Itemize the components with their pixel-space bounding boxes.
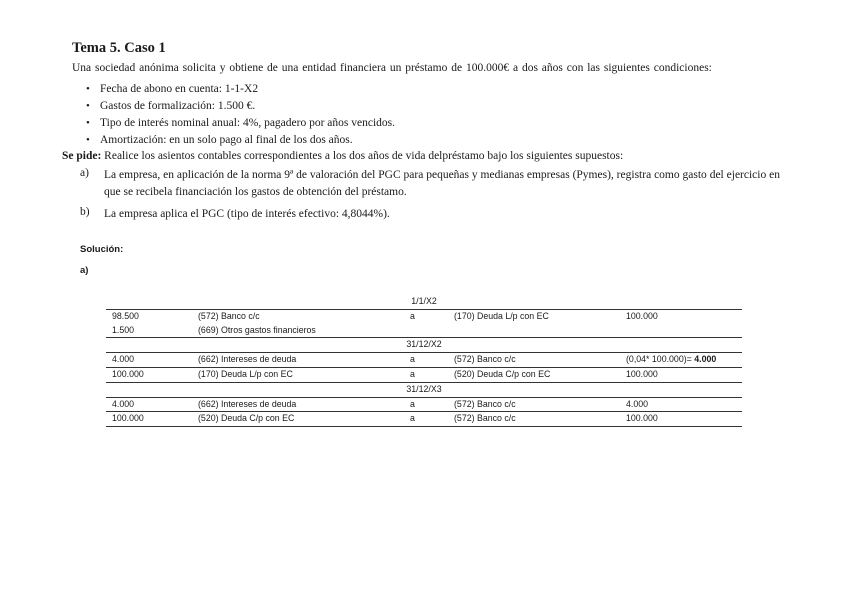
debit-account: (669) Otros gastos financieros [198,324,316,335]
separator-a: a [410,413,415,424]
journal-date-row [106,383,742,398]
separator-a: a [410,310,415,321]
condition-item: • Amortización: en un solo pago al final de los dos años. [86,132,395,149]
debit-account: (662) Intereses de deuda [198,398,297,409]
debit-account: (662) Intereses de deuda [198,354,297,365]
condition-item: • Tipo de interés nominal anual: 4%, pagadero por años vencidos. [86,115,395,132]
debit-amount: 100.000 [112,413,144,424]
journal-row [106,398,742,413]
case-b [80,206,780,223]
case-a-label: a) [80,167,89,179]
separator-a: a [410,368,415,379]
case-b-text: La empresa aplica el PGC (tipo de interés efectivo: 4,8044%). [104,208,390,220]
journal-row [106,353,742,368]
journal-date: 1/1/X2 [411,296,437,306]
credit-account: (572) Banco c/c [454,413,516,424]
debit-amount: 4.000 [112,354,135,365]
credit-account: (170) Deuda L/p con EC [454,310,549,321]
debit-amount: 98.500 [112,310,139,321]
credit-amount: 100.000 [626,310,658,321]
task-statement [62,150,782,162]
case-a-text: La empresa, en aplicación de la norma 9ª de valoración del PGC para pequeñas y medianas empresas (Pymes), registra como gasto del ejercicio en que se recibela financiación los gastos de obtención del préstamo. [104,169,780,198]
journal-date: 31/12/X3 [406,383,442,394]
condition-item: • Gastos de formalización: 1.500 €. [86,98,395,115]
debit-amount: 4.000 [112,398,135,409]
journal-row [106,368,742,383]
journal-date-row [106,295,742,310]
case-b-label: b) [80,206,90,218]
debit-amount: 100.000 [112,368,144,379]
conditions-list [86,81,395,149]
solution-a-label: a) [80,265,89,276]
separator-a: a [410,354,415,365]
credit-amount: (0,04* 100.000)= [626,354,695,365]
journal-table [106,295,742,427]
credit-amount: 4.000 [626,398,649,409]
credit-amount: 100.000 [626,368,658,379]
debit-account: (572) Banco c/c [198,310,260,321]
debit-account: (520) Deuda C/p con EC [198,413,295,424]
journal-row [106,324,742,339]
se-pide-text: Realice los asientos contables correspondientes a los dos años de vida delpréstamo bajo los siguientes supuestos: [104,150,624,162]
journal-date: 31/12/X2 [406,339,442,350]
credit-account: (572) Banco c/c [454,354,516,365]
credit-amount-result: 4.000 [694,354,717,365]
journal-row [106,310,742,324]
document-title: Tema 5. Caso 1 [72,40,166,56]
solution-label: Solución: [80,244,124,255]
intro-paragraph: Una sociedad anónima solicita y obtiene de una entidad financiera un préstamo de 100.000€ a dos años con las siguientes condiciones: [72,62,712,74]
credit-amount-cell [626,353,716,367]
journal-date-row [106,338,742,353]
condition-item: • Fecha de abono en cuenta: 1-1-X2 [86,81,395,98]
credit-account: (572) Banco c/c [454,398,516,409]
journal-row [106,412,742,427]
separator-a: a [410,398,415,409]
case-a [80,167,780,201]
debit-account: (170) Deuda L/p con EC [198,368,293,379]
credit-amount: 100.000 [626,413,658,424]
debit-amount: 1.500 [112,324,135,335]
credit-account: (520) Deuda C/p con EC [454,368,551,379]
se-pide-label: Se pide: [62,150,102,162]
